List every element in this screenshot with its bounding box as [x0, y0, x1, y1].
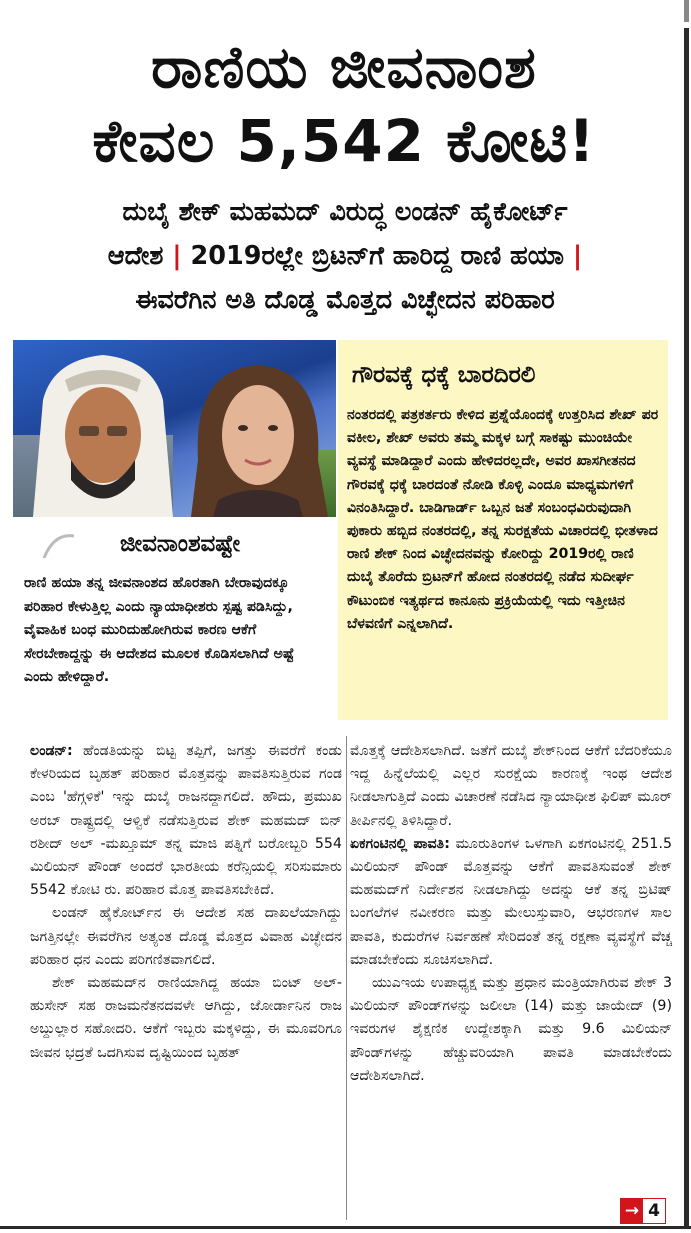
subhead-line-2b: 2019ರಲ್ಲೇ ಬ್ರಿಟನ್‌ಗೆ ಹಾರಿದ್ದ ರಾಣಿ ಹಯಾ	[190, 241, 565, 271]
subheadline	[10, 190, 680, 322]
news-photo	[13, 340, 336, 517]
column-divider	[346, 736, 347, 1220]
subsection-label: ಏಕಗಂಟಿನಲ್ಲಿ ಪಾವತಿ:	[350, 835, 450, 852]
quote-marks-icon	[34, 528, 114, 566]
continued-on-page[interactable]	[620, 1198, 666, 1224]
left-paragraph-1: ಹೆಂಡತಿಯನ್ನು ಬಿಟ್ಟ ತಪ್ಪಿಗೆ, ಜಗತ್ತು ಈವರೆಗೆ ಕಂಡು ಕೇಳರಿಯದ ಬೃಹತ್ ಪರಿಹಾರ ಮೊತ್ತವನ್ನು ಪಾವತಿಸುತ್ತಿರುವ ಗಂಡ ಎಂಬ 'ಹೆಗ್ಗಳಿಕೆ' ಇನ್ನು ದುಬೈ ರಾಜನದ್ದಾಗಲಿದೆ. ಹೌದು, ಪ್ರಮುಖ ಅರಬ್ ರಾಷ್ಟ್ರದಲ್ಲಿ ಆಳ್ವಿಕೆ ನಡೆಸುತ್ತಿರುವ ಶೇಕ್ ಮಹಮದ್ ಬಿನ್ ರಶೀದ್ ಅಲ್ -ಮಖ್ತೂಮ್ ತನ್ನ ಮಾಜಿ ಪತ್ನಿಗೆ ಬರೋಬ್ಬರಿ 554 ಮಿಲಿಯನ್ ಪೌಂಡ್ ಅಂದರೆ ಭಾರತೀಯ ಕರೆನ್ಸಿಯಲ್ಲಿ ಸರಿಸುಮಾರು 5542 ಕೋಟಿ ರು. ಪರಿಹಾರ ಮೊತ್ತ ಪಾವತಿಸಬೇಕಿದೆ.	[30, 743, 342, 899]
right-box-body: ನಂತರದಲ್ಲಿ ಪತ್ರಕರ್ತರು ಕೇಳಿದ ಪ್ರಶ್ನೆಯೊಂದಕ್ಕೆ ಉತ್ತರಿಸಿದ ಶೇಖ್ ಪರ ವಕೀಲ, ಶೇಖ್ ಅವರು ತಮ್ಮ ಮಕ್ಕಳ ಬಗ್ಗೆ ಸಾಕಷ್ಟು ಮುಂಚಿಯೇ ವ್ಯವಸ್ಥೆ ಮಾಡಿದ್ದಾರೆ ಎಂದು ಹೇಳಿದರಲ್ಲದೇ, ಅವರ ಖಾಸಗೀತನದ ಗೌರವಕ್ಕೆ ಧಕ್ಕೆ ಬಾರದಂತೆ ನೋಡಿ ಕೊಳ್ಳಿ ಎಂದೂ ಮಾಧ್ಯಮಗಳಿಗೆ ವಿನಂತಿಸಿದ್ದಾರೆ. ಬಾಡಿಗಾರ್ಡ್ ಒಬ್ಬನ ಜತೆ ಸಂಬಂಧವಿರುವುದಾಗಿ ಪುಕಾರು ಹಬ್ಬಿದ ನಂತರದಲ್ಲಿ, ತನ್ನ ಸುರಕ್ಷತೆಯ ವಿಚಾರದಲ್ಲಿ ಭೀತಳಾದ ರಾಣಿ ಶೇಕ್ ನಿಂದ ವಿಚ್ಛೇದನವನ್ನು ಕೋರಿದ್ದು 2019ರಲ್ಲಿ ರಾಣಿ ದುಬೈ ತೊರೆದು ಬ್ರಿಟನ್‌ಗೆ ಹೋದ ನಂತರದಲ್ಲಿ ನಡೆದ ಸುದೀರ್ಘ ಕೌಟುಂಬಿಕ ಇತ್ಯರ್ಥದ ಕಾನೂನು ಪ್ರಕ್ರಿಯೆಯಲ್ಲಿ ಇದು ಇತ್ತೀಚಿನ ಬೆಳವಣಿಗೆ ಎನ್ನಲಾಗಿದೆ.	[347, 407, 659, 632]
right-paragraph-2: ಮೂರುತಿಂಗಳ ಒಳಗಾಗಿ ಏಕಗಂಟಿನಲ್ಲಿ 251.5 ಮಿಲಿಯನ್ ಪೌಂಡ್ ಮೊತ್ತವನ್ನು ಆಕೆಗೆ ಪಾವತಿಸುವಂತೆ ಶೇಕ್ ಮಹಮದ್‌ಗೆ ನಿರ್ದೇಶನ ನೀಡಲಾಗಿದ್ದು ಅದನ್ನು ಆಕೆ ತನ್ನ ಬ್ರಿಟಿಷ್ ಬಂಗಲೆಗಳ ನವೀಕರಣ ಮತ್ತು ಮೇಲುಸ್ತುವಾರಿ, ಆಭರಣಗಳ ಸಾಲ ಪಾವತಿ, ಕುದುರೆಗಳ ನಿರ್ವಹಣೆ ಸೇರಿದಂತೆ ತನ್ನ ರಕ್ಷಣಾ ವ್ಯವಸ್ಥೆಗೆ ವೆಚ್ಚ ಮಾಡಬೇಕೆಂದು ಸೂಚಿಸಲಾಗಿದೆ.	[350, 835, 672, 968]
bottom-border-rule	[0, 1226, 691, 1229]
subhead-separator-1: |	[172, 241, 182, 271]
right-box-title: ಗೌರವಕ್ಕೆ ಧಕ್ಕೆ ಬಾರದಿರಲಿ	[352, 362, 536, 388]
right-paragraph-1: ಮೊತ್ತಕ್ಕೆ ಆದೇಶಿಸಲಾಗಿದೆ. ಜತೆಗೆ ದುಬೈ ಶೇಕ್‌ನಿಂದ ಆಕೆಗೆ ಬೆದರಿಕೆಯೂ ಇದ್ದ ಹಿನ್ನೆಲೆಯಲ್ಲಿ ಎಲ್ಲರ ಸುರಕ್ಷೆಯ ಕಾರಣಕ್ಕೆ ಇಂಥ ಆದೇಶ ನೀಡಲಾಗುತ್ತಿದೆ ಎಂದು ವಿಚಾರಣೆ ನಡೆಸಿದ ನ್ಯಾಯಾಧೀಶ ಫಿಲಿಪ್ ಮೂರ್ ತೀರ್ಪಿನಲ್ಲಿ ತಿಳಿಸಿದ್ದಾರೆ.	[350, 743, 672, 829]
subhead-line-2a: ಆದೇಶ	[107, 241, 164, 271]
subhead-line-3: ಈವರೆಗಿನ ಅತಿ ದೊಡ್ಡ ಮೊತ್ತದ ವಿಚ್ಛೇದನ ಪರಿಹಾರ	[135, 285, 555, 315]
photo-portraits	[13, 340, 336, 517]
subhead-line-1: ದುಬೈ ಶೇಕ್ ಮಹಮದ್ ವಿರುದ್ಧ ಲಂಡನ್ ಹೈಕೋರ್ಟ್	[122, 197, 568, 227]
left-box-body: ರಾಣಿ ಹಯಾ ತನ್ನ ಜೀವನಾಂಶದ ಹೊರತಾಗಿ ಬೇರಾವುದಕ್ಕೂ ಪರಿಹಾರ ಕೇಳುತ್ತಿಲ್ಲ ಎಂದು ನ್ಯಾಯಾಧೀಶರು ಸ್ಪಷ್ಟ ಪಡಿಸಿದ್ದು, ವೈವಾಹಿಕ ಬಂಧ ಮುರಿದುಹೋಗಿರುವ ಕಾರಣ ಆಕೆಗೆ ಸೇರಬೇಕಾದ್ದನ್ನು ಈ ಆದೇಶದ ಮೂಲಕ ಕೊಡಿಸಲಾಗಿದೆ ಅಷ್ಟೆ ಎಂದು ಹೇಳಿದ್ದಾರೆ.	[24, 575, 295, 685]
subhead-line-2	[10, 234, 680, 278]
right-paragraph-3: ಯುಎಇಯ ಉಪಾಧ್ಯಕ್ಷ ಮತ್ತು ಪ್ರಧಾನ ಮಂತ್ರಿಯಾಗಿರುವ ಶೇಕ್ 3 ಮಿಲಿಯನ್ ಪೌಂಡ್‌ಗಳನ್ನು ಜಲೀಲಾ (14) ಮತ್ತು ಜಾಯೇದ್ (9) ಇವರುಗಳ ಶೈಕ್ಷಣಿಕ ಉದ್ದೇಶಕ್ಕಾಗಿ ಮತ್ತು 9.6 ಮಿಲಿಯನ್ ಪೌಂಡ್‌ಗಳನ್ನು ಹೆಚ್ಚುವರಿಯಾಗಿ ಪಾವತಿ ಮಾಡಬೇಕೆಂದು ಆದೇಶಿಸಲಾಗಿದೆ.	[350, 975, 672, 1084]
subhead-separator-2: |	[572, 241, 583, 271]
headline	[6, 30, 682, 178]
left-box-title: ಜೀವನಾಂಶವಷ್ಟೇ	[120, 531, 241, 557]
left-paragraph-2: ಲಂಡನ್ ಹೈಕೋರ್ಟ್‌ನ ಈ ಆದೇಶ ಸಹ ದಾಖಲೆಯಾಗಿದ್ದು ಜಗತ್ತಿನಲ್ಲೇ ಈವರೆಗಿನ ಅತ್ಯಂತ ದೊಡ್ಡ ಮೊತ್ತದ ವಿವಾಹ ವಿಚ್ಛೇದನ ಪರಿಹಾರ ಧನ ಎಂದು ಪರಿಗಣಿತವಾಗಲಿದೆ.	[30, 905, 342, 968]
arrow-right-icon: →	[621, 1199, 643, 1223]
top-margin-mark	[684, 0, 689, 22]
article-column-right	[350, 740, 672, 1088]
right-border-rule	[684, 28, 689, 1228]
dateline: ಲಂಡನ್:	[30, 743, 73, 759]
left-paragraph-3: ಶೇಕ್ ಮಹಮದ್‌ನ ರಾಣಿಯಾಗಿದ್ದ ಹಯಾ ಬಿಂಟ್ ಅಲ್-ಹುಸೇನ್ ಸಹ ರಾಜಮನೆತನದವಳೇ ಆಗಿದ್ದು, ಜೋರ್ಡಾನಿನ ರಾಜ ಅಬ್ದುಲ್ಲಾರ ಸಹೋದರಿ. ಆಕೆಗೆ ಇಬ್ಬರು ಮಕ್ಕಳಿದ್ದು, ಈ ಮೂವರಿಗೂ ಜೀವನ ಭದ್ರತೆ ಒದಗಿಸುವ ದೃಷ್ಟಿಯಿಂದ ಬೃಹತ್	[30, 975, 342, 1061]
headline-line-1: ರಾಣಿಯ ಜೀವನಾಂಶ	[151, 33, 537, 101]
headline-line-2: ಕೇವಲ 5,542 ಕೋಟಿ!	[92, 107, 596, 175]
continued-page-number: 4	[648, 1201, 660, 1221]
article-column-left	[30, 740, 342, 1065]
